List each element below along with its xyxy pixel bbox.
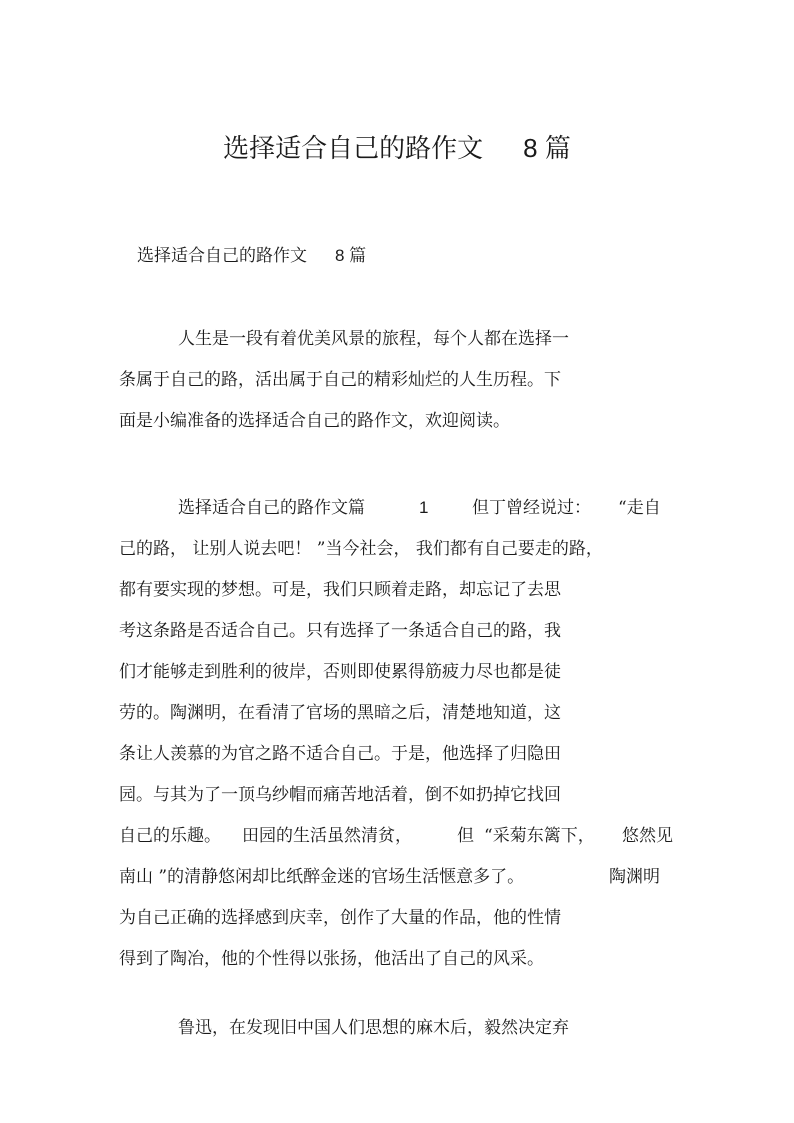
essay1-number: 1 [419,498,429,517]
intro-line-3: 面是小编准备的选择适合自己的路作文，欢迎阅读。 [119,411,510,431]
essay1-line-10: 为自己正确的选择感到庆幸，创作了大量的作品，他的性情 [119,908,561,928]
essay1-line-7: 园。与其为了一顶乌纱帽而痛苦地活着，倒不如扔掉它找回 [119,785,561,805]
essay1-line-4: 们才能够走到胜利的彼岸，否则即使累得筋疲力尽也都是徒 [119,662,561,682]
essay1-line-2: 都有要实现的梦想。可是，我们只顾着走路，却忘记了去思 [119,580,561,600]
essay1-line-5: 劳的。陶渊明，在看清了官场的黑暗之后，清楚地知道，这 [119,703,561,723]
document-title [0,131,794,166]
intro-line-2: 条属于自己的路，活出属于自己的精彩灿烂的人生历程。下 [119,370,561,390]
essay1-line-8-seg-4: “采菊东篱下， [484,826,595,846]
essay1-line-9-seg-1: 南山 ”的清静悠闲却比纸醉金迷的官场生活惬意多了。 [119,867,525,887]
essay1-line-6: 条让人羡慕的为官之路不适合自己。于是，他选择了归隐田 [119,744,561,764]
document-subtitle-text: 选择适合自己的路作文 [137,246,307,266]
para2-line-1: 鲁迅，在发现旧中国人们思想的麻木后，毅然决定弃 [178,1018,569,1038]
essay1-line-8-seg-2: 田园的生活虽然清贫， [242,826,412,846]
essay1-line-1: 己的路， 让别人说去吧！ ”当今社会， 我们都有自己要走的路， [119,539,603,559]
essay1-line-11: 得到了陶冶，他的个性得以张扬，他活出了自己的风采。 [119,949,544,969]
essay1-opening-quote: “走自 [618,498,661,518]
essay1-heading: 选择适合自己的路作文篇 [178,498,365,518]
document-title-count: 8 篇 [523,133,571,163]
document-subtitle [137,244,366,268]
essay1-line-9-seg-2: 陶渊明 [609,867,660,887]
document-subtitle-count: 8 篇 [335,246,367,265]
essay1-line-8-seg-5: 悠然见 [622,826,673,846]
essay1-line-8-seg-3: 但 [457,826,474,846]
essay1-opening: 但丁曾经说过： [472,498,591,518]
document-title-text: 选择适合自己的路作文 [223,134,484,164]
essay1-line-8-seg-1: 自己的乐趣。 [119,826,221,846]
intro-line-1: 人生是一段有着优美风景的旅程，每个人都在选择一 [178,329,569,349]
essay1-line-3: 考这条路是否适合自己。只有选择了一条适合自己的路，我 [119,621,561,641]
